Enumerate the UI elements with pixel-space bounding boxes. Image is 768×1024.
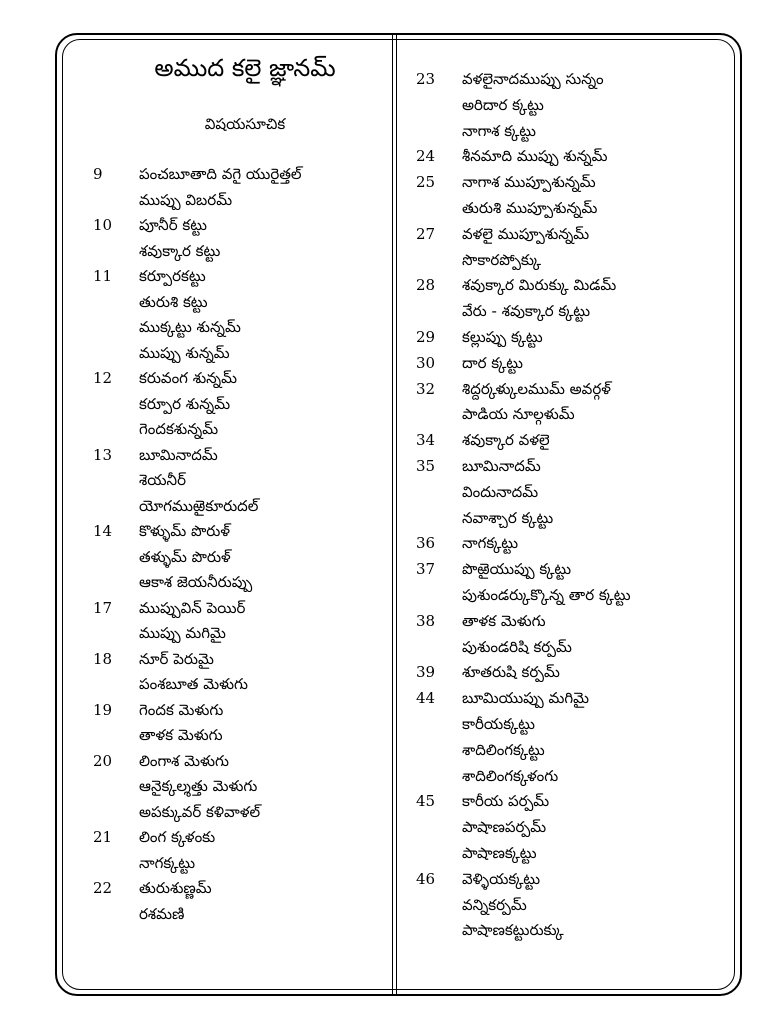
contents-entry-text: కర్పూర శున్నమ్ — [139, 394, 231, 413]
contents-entry-text: వన్నికర్పమ్ — [462, 895, 527, 914]
page-number: 25 — [416, 173, 436, 192]
book-title: అముద కలై జ్ఞానమ్ — [154, 54, 336, 82]
contents-line — [416, 738, 736, 764]
page-number: 14 — [93, 522, 113, 540]
contents-entry-text: వళలైనాదముప్పు సున్నం — [462, 70, 604, 88]
page-number — [416, 583, 462, 609]
contents-line — [93, 621, 388, 647]
page-number: 17 — [93, 598, 113, 617]
page-number — [93, 494, 139, 520]
contents-line — [416, 273, 736, 299]
contents-line — [93, 443, 388, 469]
contents-entry-text: వళలై ముప్పూశున్నమ్ — [462, 224, 590, 243]
contents-line — [416, 325, 736, 351]
contents-line — [93, 672, 388, 698]
contents-entry-text: పంశబూత మెళుగు — [139, 675, 248, 693]
contents-line — [93, 366, 388, 392]
contents-line — [93, 239, 388, 265]
contents-entry-text: లింగ క్కళంకు — [139, 828, 216, 846]
contents-line — [93, 876, 388, 902]
contents-line — [93, 749, 388, 775]
page-number: 22 — [93, 879, 113, 897]
right-contents-column — [416, 67, 736, 944]
contents-line — [93, 468, 388, 494]
page-number — [416, 506, 462, 532]
page-number — [93, 672, 139, 698]
contents-entry-text: తాళక మెళుగు — [139, 726, 223, 744]
contents-entry-text: లింగాశ మెళుగు — [139, 751, 229, 770]
page-number — [93, 417, 139, 443]
page-number — [93, 239, 139, 265]
page-number: 30 — [416, 353, 436, 372]
page-number: 12 — [93, 369, 113, 387]
contents-entry-text: పూనీర్ కట్టు — [139, 216, 207, 234]
contents-entry-text: ముప్పు శున్నమ్ — [139, 343, 230, 362]
page-number: 20 — [93, 751, 113, 770]
contents-line — [416, 531, 736, 557]
contents-entry-text: కల్లుప్పు క్కట్టు — [462, 327, 543, 346]
contents-line — [93, 213, 388, 239]
contents-line — [416, 686, 736, 712]
contents-line — [416, 454, 736, 480]
contents-entry-text: పాషాణపర్పమ్ — [462, 818, 547, 837]
contents-entry-text: శవుక్కార కట్టు — [139, 241, 221, 260]
contents-entry-text: బూమియుప్పు మగిమై — [462, 689, 589, 708]
contents-line — [416, 583, 736, 609]
contents-line — [93, 162, 388, 188]
page-number — [93, 774, 139, 800]
contents-line — [93, 188, 388, 214]
contents-heading: విషయసూచిక — [204, 115, 286, 133]
left-contents-column — [93, 162, 388, 927]
contents-entry-text: శిద్దర్కళ్కులముమ్ అవర్గళ్ — [462, 379, 611, 398]
contents-entry-text: ఆనైక్కల్శత్తు మెళుగు — [139, 777, 258, 795]
page-number — [93, 800, 139, 826]
contents-entry-text: కారీయక్కట్టు — [462, 714, 535, 733]
contents-line — [93, 570, 388, 596]
contents-entry-text: శవుక్కార వళలై — [462, 431, 550, 450]
contents-line — [93, 290, 388, 316]
page-number — [93, 621, 139, 647]
contents-entry-text: పొఱైయుప్పు క్కట్టు — [462, 560, 572, 579]
contents-line — [93, 417, 388, 443]
contents-line — [93, 698, 388, 724]
contents-entry-text: తురుశుణ్ణమ్ — [139, 879, 212, 897]
contents-line — [93, 315, 388, 341]
column-divider — [392, 34, 397, 995]
contents-line — [416, 815, 736, 841]
contents-line — [416, 299, 736, 325]
contents-entry-text: ముక్కట్టు శున్నమ్ — [139, 318, 241, 336]
page-number — [416, 119, 462, 145]
page-number: 34 — [416, 431, 436, 450]
contents-entry-text: శవుక్కార మిరుక్కు మిడమ్ — [462, 276, 617, 295]
contents-entry-text: తురుశి కట్టు — [139, 292, 208, 311]
contents-entry-text: శాదిలింగక్కట్టు — [462, 740, 545, 759]
contents-entry-text: విందునాదమ్ — [462, 482, 539, 501]
contents-line — [416, 351, 736, 377]
page-number: 35 — [416, 456, 436, 475]
contents-line — [93, 519, 388, 545]
contents-line — [416, 712, 736, 738]
page-number — [93, 392, 139, 418]
contents-entry-text: నూర్ పెరుమై — [139, 649, 214, 668]
contents-line — [93, 596, 388, 622]
contents-line — [416, 119, 736, 145]
page-number: 27 — [416, 224, 436, 243]
contents-entry-text: గెందకశున్నమ్ — [139, 420, 219, 438]
contents-line — [93, 902, 388, 928]
contents-line — [416, 918, 736, 944]
page-number — [93, 545, 139, 571]
contents-line — [93, 392, 388, 418]
contents-entry-text: రశమణి — [139, 904, 185, 923]
contents-line — [93, 545, 388, 571]
contents-line — [416, 789, 736, 815]
contents-entry-text: సొకారప్పోక్కు — [462, 250, 541, 269]
page-number: 46 — [416, 869, 436, 888]
page-number: 38 — [416, 611, 436, 630]
contents-line — [416, 867, 736, 893]
contents-entry-text: ఆకాశ జెయనీరుప్పు — [139, 573, 253, 591]
page-number: 18 — [93, 649, 113, 668]
contents-entry-text: వెళ్ళియక్కట్టు — [462, 869, 541, 888]
contents-entry-text: నాగాశ ముప్పూశున్నమ్ — [462, 173, 596, 192]
contents-line — [93, 264, 388, 290]
page-number: 28 — [416, 276, 436, 295]
contents-line — [416, 377, 736, 403]
contents-entry-text: అపక్కువర్ కళివాళల్ — [139, 802, 261, 821]
page-number: 39 — [416, 663, 436, 682]
contents-line — [416, 144, 736, 170]
page-number — [416, 738, 462, 764]
page-number — [416, 712, 462, 738]
contents-entry-text: పుశుండర్కుక్కొన్న తార క్కట్టు — [462, 585, 631, 604]
contents-entry-text: తురుశి ముప్పూశున్నమ్ — [462, 198, 598, 217]
page-number — [93, 851, 139, 877]
page-number — [416, 841, 462, 867]
contents-entry-text: తళ్ళుమ్ పొరుళ్ — [139, 547, 231, 566]
contents-entry-text: శాదిలింగక్కళంగు — [462, 766, 559, 785]
contents-line — [416, 609, 736, 635]
page-number — [416, 635, 462, 661]
contents-line — [416, 635, 736, 661]
contents-line — [416, 506, 736, 532]
page-number — [93, 902, 139, 928]
contents-entry-text: ముప్పు మగిమై — [139, 624, 226, 642]
contents-entry-text: శెయనీర్ — [139, 471, 186, 489]
page-number — [416, 196, 462, 222]
page-number — [93, 468, 139, 494]
page-number — [416, 402, 462, 428]
page-number: 44 — [416, 689, 436, 708]
contents-entry-text: అరిదార క్కట్టు — [462, 95, 544, 114]
contents-entry-text: గెందక మెళుగు — [139, 700, 224, 719]
contents-line — [416, 428, 736, 454]
contents-line — [93, 723, 388, 749]
contents-entry-text: నాగక్కట్టు — [139, 853, 196, 872]
page-number: 32 — [416, 379, 436, 398]
contents-line — [416, 660, 736, 686]
contents-entry-text: పాషాణకట్టురుక్కు — [462, 921, 564, 940]
page-number — [93, 723, 139, 749]
contents-entry-text: ముప్పువిన్ పెయిర్ — [139, 598, 246, 617]
contents-line — [93, 774, 388, 800]
contents-line — [416, 480, 736, 506]
contents-entry-text: పాడియ నూల్గళుమ్ — [462, 405, 575, 424]
contents-line — [93, 341, 388, 367]
contents-entry-text: కరువంగ శున్నమ్ — [139, 369, 237, 387]
contents-entry-text: ముప్పు విబరమ్ — [139, 190, 233, 209]
contents-entry-text: నాగక్కట్టు — [462, 534, 519, 553]
page-number — [416, 764, 462, 790]
page-number: 21 — [93, 828, 113, 846]
page-number — [93, 315, 139, 341]
contents-entry-text: శీనమాది ముప్పు శున్నమ్ — [462, 147, 608, 166]
contents-line — [416, 841, 736, 867]
contents-entry-text: బూమినాదమ్ — [462, 456, 541, 475]
contents-entry-text: కొళ్ళుమ్ పొరుళ్ — [139, 522, 231, 540]
page-number: 10 — [93, 216, 113, 234]
page-number — [416, 918, 462, 944]
contents-line — [416, 93, 736, 119]
page-number — [416, 93, 462, 119]
contents-entry-text: తాళక మెళుగు — [462, 611, 546, 630]
contents-line — [416, 557, 736, 583]
page-number — [416, 815, 462, 841]
page-number — [416, 893, 462, 919]
contents-line — [416, 170, 736, 196]
page-number — [93, 570, 139, 596]
contents-line — [93, 851, 388, 877]
contents-line — [416, 67, 736, 93]
contents-entry-text: పుశుండరిషి కర్పమ్ — [462, 637, 572, 656]
page-number: 37 — [416, 560, 436, 579]
contents-entry-text: కర్పూరకట్టు — [139, 267, 206, 285]
contents-line — [93, 800, 388, 826]
contents-line — [416, 893, 736, 919]
page-number: 19 — [93, 700, 113, 719]
page-number: 23 — [416, 70, 436, 88]
contents-line — [416, 248, 736, 274]
contents-entry-text: శూతరుషి కర్పమ్ — [462, 663, 560, 682]
contents-entry-text: పంచబూతాది వగై యురైత్తల్ — [139, 165, 302, 183]
page-number: 9 — [93, 165, 103, 183]
contents-entry-text: నవాశ్చార క్కట్టు — [462, 508, 554, 527]
contents-line — [93, 647, 388, 673]
contents-entry-text: యోగముఱైకూరుదల్ — [139, 496, 259, 515]
page-number: 29 — [416, 327, 436, 346]
contents-entry-text: నాగాశ క్కట్టు — [462, 121, 536, 140]
contents-entry-text: దార క్కట్టు — [462, 353, 523, 372]
contents-line — [416, 402, 736, 428]
page-number — [93, 341, 139, 367]
page-number — [416, 248, 462, 274]
page-number — [416, 299, 462, 325]
page-number: 13 — [93, 445, 113, 464]
contents-line — [416, 222, 736, 248]
contents-entry-text: కారీయ పర్పమ్ — [462, 792, 550, 811]
contents-line — [416, 196, 736, 222]
contents-entry-text: బూమినాదమ్ — [139, 445, 218, 464]
page-number — [416, 480, 462, 506]
contents-line — [93, 825, 388, 851]
page-number: 11 — [93, 267, 113, 285]
page-number: 24 — [416, 147, 436, 166]
page-number: 45 — [416, 792, 436, 811]
contents-entry-text: వేరు - శవుక్కార క్కట్టు — [462, 302, 591, 321]
contents-line — [416, 764, 736, 790]
contents-entry-text: పాషాణక్కట్టు — [462, 843, 537, 862]
page-number — [93, 290, 139, 316]
page-number: 36 — [416, 534, 436, 553]
contents-line — [93, 494, 388, 520]
page-number — [93, 188, 139, 214]
